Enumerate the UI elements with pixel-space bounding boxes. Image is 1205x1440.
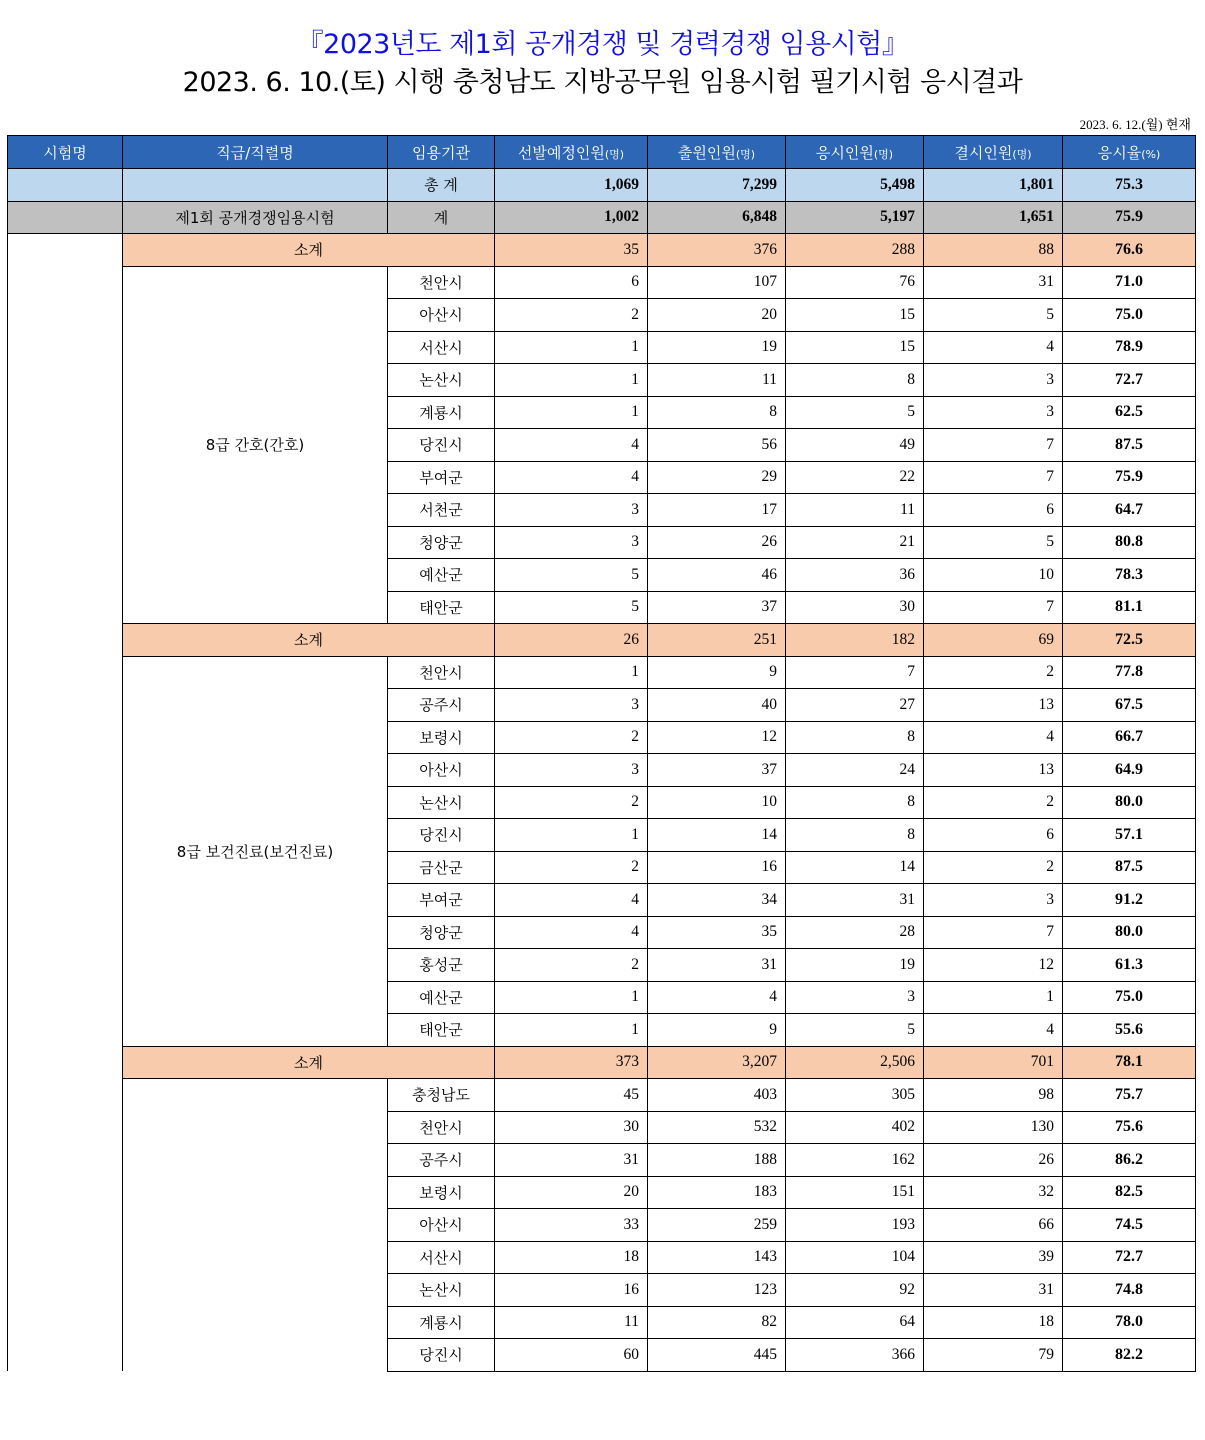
agency-cell: 서천군 — [388, 494, 495, 527]
applicants-cell: 445 — [648, 1339, 786, 1372]
planned-cell: 11 — [495, 1306, 648, 1339]
takers-cell: 8 — [786, 786, 924, 819]
agency-cell: 청양군 — [388, 916, 495, 949]
rate-cell: 82.5 — [1063, 1176, 1196, 1209]
as-of-date: 2023. 6. 12.(월) 현재 — [1079, 117, 1191, 132]
exam-total-takers: 5,197 — [786, 201, 924, 234]
takers-cell: 21 — [786, 526, 924, 559]
agency-cell: 예산군 — [388, 981, 495, 1014]
subtotal-label: 소계 — [123, 624, 495, 657]
header-rate: 응시율(%) — [1063, 136, 1196, 169]
takers-cell: 76 — [786, 266, 924, 299]
takers-cell: 402 — [786, 1111, 924, 1144]
absent-cell: 4 — [924, 331, 1063, 364]
exam-total-planned: 1,002 — [495, 201, 648, 234]
takers-cell: 193 — [786, 1209, 924, 1242]
planned-cell: 2 — [495, 851, 648, 884]
planned-cell: 33 — [495, 1209, 648, 1242]
rate-cell: 71.0 — [1063, 266, 1196, 299]
agency-cell: 논산시 — [388, 364, 495, 397]
absent-cell: 130 — [924, 1111, 1063, 1144]
absent-cell: 98 — [924, 1079, 1063, 1112]
planned-cell: 60 — [495, 1339, 648, 1372]
applicants-cell: 17 — [648, 494, 786, 527]
absent-cell: 5 — [924, 299, 1063, 332]
takers-cell: 24 — [786, 754, 924, 787]
agency-cell: 천안시 — [388, 1111, 495, 1144]
planned-cell: 5 — [495, 591, 648, 624]
takers-cell: 3 — [786, 981, 924, 1014]
subtotal-row — [8, 624, 1196, 657]
rate-cell: 74.8 — [1063, 1274, 1196, 1307]
agency-cell: 보령시 — [388, 721, 495, 754]
planned-cell: 4 — [495, 884, 648, 917]
planned-cell: 1 — [495, 819, 648, 852]
applicants-cell: 11 — [648, 364, 786, 397]
applicants-cell: 143 — [648, 1241, 786, 1274]
planned-cell: 2 — [495, 721, 648, 754]
exam-total-rate: 75.9 — [1063, 201, 1196, 234]
header-row — [8, 136, 1196, 169]
rate-cell: 55.6 — [1063, 1014, 1196, 1047]
absent-cell: 1 — [924, 981, 1063, 1014]
header-takers: 응시인원(명) — [786, 136, 924, 169]
takers-cell: 31 — [786, 884, 924, 917]
absent-cell: 66 — [924, 1209, 1063, 1242]
absent-cell: 12 — [924, 949, 1063, 982]
subtotal-planned: 26 — [495, 624, 648, 657]
absent-cell: 6 — [924, 819, 1063, 852]
planned-cell: 1 — [495, 656, 648, 689]
agency-cell: 당진시 — [388, 429, 495, 462]
planned-cell: 1 — [495, 1014, 648, 1047]
planned-cell: 6 — [495, 266, 648, 299]
grand-total-applicants: 7,299 — [648, 169, 786, 202]
takers-cell: 15 — [786, 299, 924, 332]
takers-cell: 5 — [786, 1014, 924, 1047]
agency-cell: 보령시 — [388, 1176, 495, 1209]
rate-cell: 61.3 — [1063, 949, 1196, 982]
planned-cell: 20 — [495, 1176, 648, 1209]
rate-cell: 72.7 — [1063, 364, 1196, 397]
subtotal-applicants: 3,207 — [648, 1046, 786, 1079]
agency-cell: 천안시 — [388, 266, 495, 299]
agency-cell: 당진시 — [388, 1339, 495, 1372]
subtotal-takers: 288 — [786, 234, 924, 267]
exam-total-row — [8, 201, 1196, 234]
takers-cell: 5 — [786, 396, 924, 429]
absent-cell: 79 — [924, 1339, 1063, 1372]
rate-cell: 82.2 — [1063, 1339, 1196, 1372]
takers-cell: 92 — [786, 1274, 924, 1307]
agency-cell: 당진시 — [388, 819, 495, 852]
applicants-cell: 9 — [648, 656, 786, 689]
absent-cell: 18 — [924, 1306, 1063, 1339]
takers-cell: 305 — [786, 1079, 924, 1112]
planned-cell: 1 — [495, 981, 648, 1014]
takers-cell: 30 — [786, 591, 924, 624]
applicants-cell: 31 — [648, 949, 786, 982]
agency-cell: 계룡시 — [388, 396, 495, 429]
subtotal-planned: 35 — [495, 234, 648, 267]
planned-cell: 4 — [495, 461, 648, 494]
takers-cell: 162 — [786, 1144, 924, 1177]
results-table — [7, 135, 1196, 1372]
header-absent: 결시인원(명) — [924, 136, 1063, 169]
subtotal-applicants: 376 — [648, 234, 786, 267]
agency-cell: 공주시 — [388, 689, 495, 722]
applicants-cell: 14 — [648, 819, 786, 852]
agency-cell: 예산군 — [388, 559, 495, 592]
applicants-cell: 34 — [648, 884, 786, 917]
applicants-cell: 9 — [648, 1014, 786, 1047]
document-title: 『2023년도 제1회 공개경쟁 및 경력경쟁 임용시험』 — [296, 29, 909, 60]
applicants-cell: 19 — [648, 331, 786, 364]
absent-cell: 13 — [924, 754, 1063, 787]
applicants-cell: 123 — [648, 1274, 786, 1307]
applicants-cell: 107 — [648, 266, 786, 299]
rate-cell: 66.7 — [1063, 721, 1196, 754]
rate-cell: 57.1 — [1063, 819, 1196, 852]
grand-total-label: 총 계 — [388, 169, 495, 202]
takers-cell: 366 — [786, 1339, 924, 1372]
agency-cell: 충청남도 — [388, 1079, 495, 1112]
absent-cell: 39 — [924, 1241, 1063, 1274]
subtotal-absent: 701 — [924, 1046, 1063, 1079]
agency-cell: 아산시 — [388, 754, 495, 787]
absent-cell: 7 — [924, 461, 1063, 494]
subtotal-absent: 69 — [924, 624, 1063, 657]
applicants-cell: 259 — [648, 1209, 786, 1242]
header-planned: 선발예정인원(명) — [495, 136, 648, 169]
rate-cell: 78.9 — [1063, 331, 1196, 364]
absent-cell: 3 — [924, 884, 1063, 917]
rate-cell: 72.7 — [1063, 1241, 1196, 1274]
agency-cell: 서산시 — [388, 1241, 495, 1274]
exam-name: 제1회 공개경쟁임용시험 — [123, 201, 388, 234]
absent-cell: 6 — [924, 494, 1063, 527]
planned-cell: 3 — [495, 494, 648, 527]
rate-cell: 62.5 — [1063, 396, 1196, 429]
grand-total-rate: 75.3 — [1063, 169, 1196, 202]
subtotal-rate: 72.5 — [1063, 624, 1196, 657]
table-row — [8, 656, 1196, 689]
agency-cell: 청양군 — [388, 526, 495, 559]
subtotal-label: 소계 — [123, 1046, 495, 1079]
agency-cell: 태안군 — [388, 591, 495, 624]
absent-cell: 31 — [924, 1274, 1063, 1307]
rate-cell: 80.0 — [1063, 916, 1196, 949]
planned-cell: 16 — [495, 1274, 648, 1307]
absent-cell: 10 — [924, 559, 1063, 592]
takers-cell: 28 — [786, 916, 924, 949]
agency-cell: 금산군 — [388, 851, 495, 884]
planned-cell: 3 — [495, 754, 648, 787]
planned-cell: 45 — [495, 1079, 648, 1112]
grand-total-absent: 1,801 — [924, 169, 1063, 202]
grand-total-row — [8, 169, 1196, 202]
applicants-cell: 532 — [648, 1111, 786, 1144]
applicants-cell: 20 — [648, 299, 786, 332]
header-exam: 시험명 — [8, 136, 123, 169]
takers-cell: 36 — [786, 559, 924, 592]
applicants-cell: 183 — [648, 1176, 786, 1209]
takers-cell: 14 — [786, 851, 924, 884]
absent-cell: 31 — [924, 266, 1063, 299]
rate-cell: 86.2 — [1063, 1144, 1196, 1177]
agency-cell: 논산시 — [388, 786, 495, 819]
exam-total-applicants: 6,848 — [648, 201, 786, 234]
planned-cell: 2 — [495, 786, 648, 819]
applicants-cell: 4 — [648, 981, 786, 1014]
agency-cell: 부여군 — [388, 884, 495, 917]
takers-cell: 151 — [786, 1176, 924, 1209]
exam-total-label: 계 — [388, 201, 495, 234]
absent-cell: 7 — [924, 429, 1063, 462]
absent-cell: 7 — [924, 591, 1063, 624]
subtotal-rate: 76.6 — [1063, 234, 1196, 267]
takers-cell: 22 — [786, 461, 924, 494]
applicants-cell: 46 — [648, 559, 786, 592]
rate-cell: 80.8 — [1063, 526, 1196, 559]
takers-cell: 19 — [786, 949, 924, 982]
grade-cell: 8급 간호(간호) — [123, 266, 388, 624]
absent-cell: 7 — [924, 916, 1063, 949]
rate-cell: 87.5 — [1063, 851, 1196, 884]
takers-cell: 15 — [786, 331, 924, 364]
table-row — [8, 1079, 1196, 1112]
planned-cell: 31 — [495, 1144, 648, 1177]
absent-cell: 2 — [924, 656, 1063, 689]
rate-cell: 75.6 — [1063, 1111, 1196, 1144]
agency-cell: 아산시 — [388, 1209, 495, 1242]
rate-cell: 78.0 — [1063, 1306, 1196, 1339]
planned-cell: 30 — [495, 1111, 648, 1144]
agency-cell: 홍성군 — [388, 949, 495, 982]
planned-cell: 3 — [495, 526, 648, 559]
grand-total-planned: 1,069 — [495, 169, 648, 202]
rate-cell: 75.0 — [1063, 981, 1196, 1014]
applicants-cell: 35 — [648, 916, 786, 949]
agency-cell: 공주시 — [388, 1144, 495, 1177]
rate-cell: 67.5 — [1063, 689, 1196, 722]
rate-cell: 75.0 — [1063, 299, 1196, 332]
header-grade: 직급/직렬명 — [123, 136, 388, 169]
agency-cell: 태안군 — [388, 1014, 495, 1047]
rate-cell: 77.8 — [1063, 656, 1196, 689]
rate-cell: 75.9 — [1063, 461, 1196, 494]
subtotal-applicants: 251 — [648, 624, 786, 657]
applicants-cell: 10 — [648, 786, 786, 819]
subtotal-takers: 182 — [786, 624, 924, 657]
rate-cell: 81.1 — [1063, 591, 1196, 624]
takers-cell: 104 — [786, 1241, 924, 1274]
subtotal-rate: 78.1 — [1063, 1046, 1196, 1079]
rate-cell: 64.7 — [1063, 494, 1196, 527]
absent-cell: 3 — [924, 364, 1063, 397]
applicants-cell: 29 — [648, 461, 786, 494]
rate-cell: 91.2 — [1063, 884, 1196, 917]
grand-total-takers: 5,498 — [786, 169, 924, 202]
applicants-cell: 12 — [648, 721, 786, 754]
applicants-cell: 8 — [648, 396, 786, 429]
rate-cell: 87.5 — [1063, 429, 1196, 462]
exam-name-cell — [8, 234, 123, 1372]
absent-cell: 3 — [924, 396, 1063, 429]
takers-cell: 64 — [786, 1306, 924, 1339]
grade-cell: 8급 보건진료(보건진료) — [123, 656, 388, 1046]
planned-cell: 2 — [495, 949, 648, 982]
header-agency: 임용기관 — [388, 136, 495, 169]
absent-cell: 2 — [924, 786, 1063, 819]
agency-cell: 아산시 — [388, 299, 495, 332]
agency-cell: 계룡시 — [388, 1306, 495, 1339]
absent-cell: 26 — [924, 1144, 1063, 1177]
absent-cell: 2 — [924, 851, 1063, 884]
subtotal-planned: 373 — [495, 1046, 648, 1079]
subtotal-label: 소계 — [123, 234, 495, 267]
rate-cell: 78.3 — [1063, 559, 1196, 592]
applicants-cell: 16 — [648, 851, 786, 884]
exam-total-absent: 1,651 — [924, 201, 1063, 234]
planned-cell: 5 — [495, 559, 648, 592]
page-cutoff — [0, 1406, 1205, 1440]
planned-cell: 4 — [495, 916, 648, 949]
table-row — [8, 266, 1196, 299]
planned-cell: 3 — [495, 689, 648, 722]
absent-cell: 4 — [924, 1014, 1063, 1047]
applicants-cell: 37 — [648, 754, 786, 787]
takers-cell: 11 — [786, 494, 924, 527]
planned-cell: 18 — [495, 1241, 648, 1274]
grade-cell — [123, 1079, 388, 1372]
absent-cell: 5 — [924, 526, 1063, 559]
rate-cell: 80.0 — [1063, 786, 1196, 819]
applicants-cell: 26 — [648, 526, 786, 559]
takers-cell: 49 — [786, 429, 924, 462]
rate-cell: 64.9 — [1063, 754, 1196, 787]
applicants-cell: 40 — [648, 689, 786, 722]
subtotal-row — [8, 1046, 1196, 1079]
planned-cell: 4 — [495, 429, 648, 462]
planned-cell: 1 — [495, 396, 648, 429]
document-subtitle: 2023. 6. 10.(토) 시행 충청남도 지방공무원 임용시험 필기시험 응시결과 — [182, 67, 1023, 98]
takers-cell: 7 — [786, 656, 924, 689]
subtotal-row — [8, 234, 1196, 267]
rate-cell: 74.5 — [1063, 1209, 1196, 1242]
header-applicants: 출원인원(명) — [648, 136, 786, 169]
applicants-cell: 82 — [648, 1306, 786, 1339]
subtotal-absent: 88 — [924, 234, 1063, 267]
agency-cell: 논산시 — [388, 1274, 495, 1307]
applicants-cell: 188 — [648, 1144, 786, 1177]
takers-cell: 8 — [786, 721, 924, 754]
subtotal-takers: 2,506 — [786, 1046, 924, 1079]
absent-cell: 4 — [924, 721, 1063, 754]
takers-cell: 27 — [786, 689, 924, 722]
planned-cell: 1 — [495, 364, 648, 397]
rate-cell: 75.7 — [1063, 1079, 1196, 1112]
planned-cell: 2 — [495, 299, 648, 332]
takers-cell: 8 — [786, 364, 924, 397]
agency-cell: 부여군 — [388, 461, 495, 494]
applicants-cell: 37 — [648, 591, 786, 624]
absent-cell: 13 — [924, 689, 1063, 722]
agency-cell: 천안시 — [388, 656, 495, 689]
agency-cell: 서산시 — [388, 331, 495, 364]
planned-cell: 1 — [495, 331, 648, 364]
applicants-cell: 56 — [648, 429, 786, 462]
absent-cell: 32 — [924, 1176, 1063, 1209]
applicants-cell: 403 — [648, 1079, 786, 1112]
takers-cell: 8 — [786, 819, 924, 852]
